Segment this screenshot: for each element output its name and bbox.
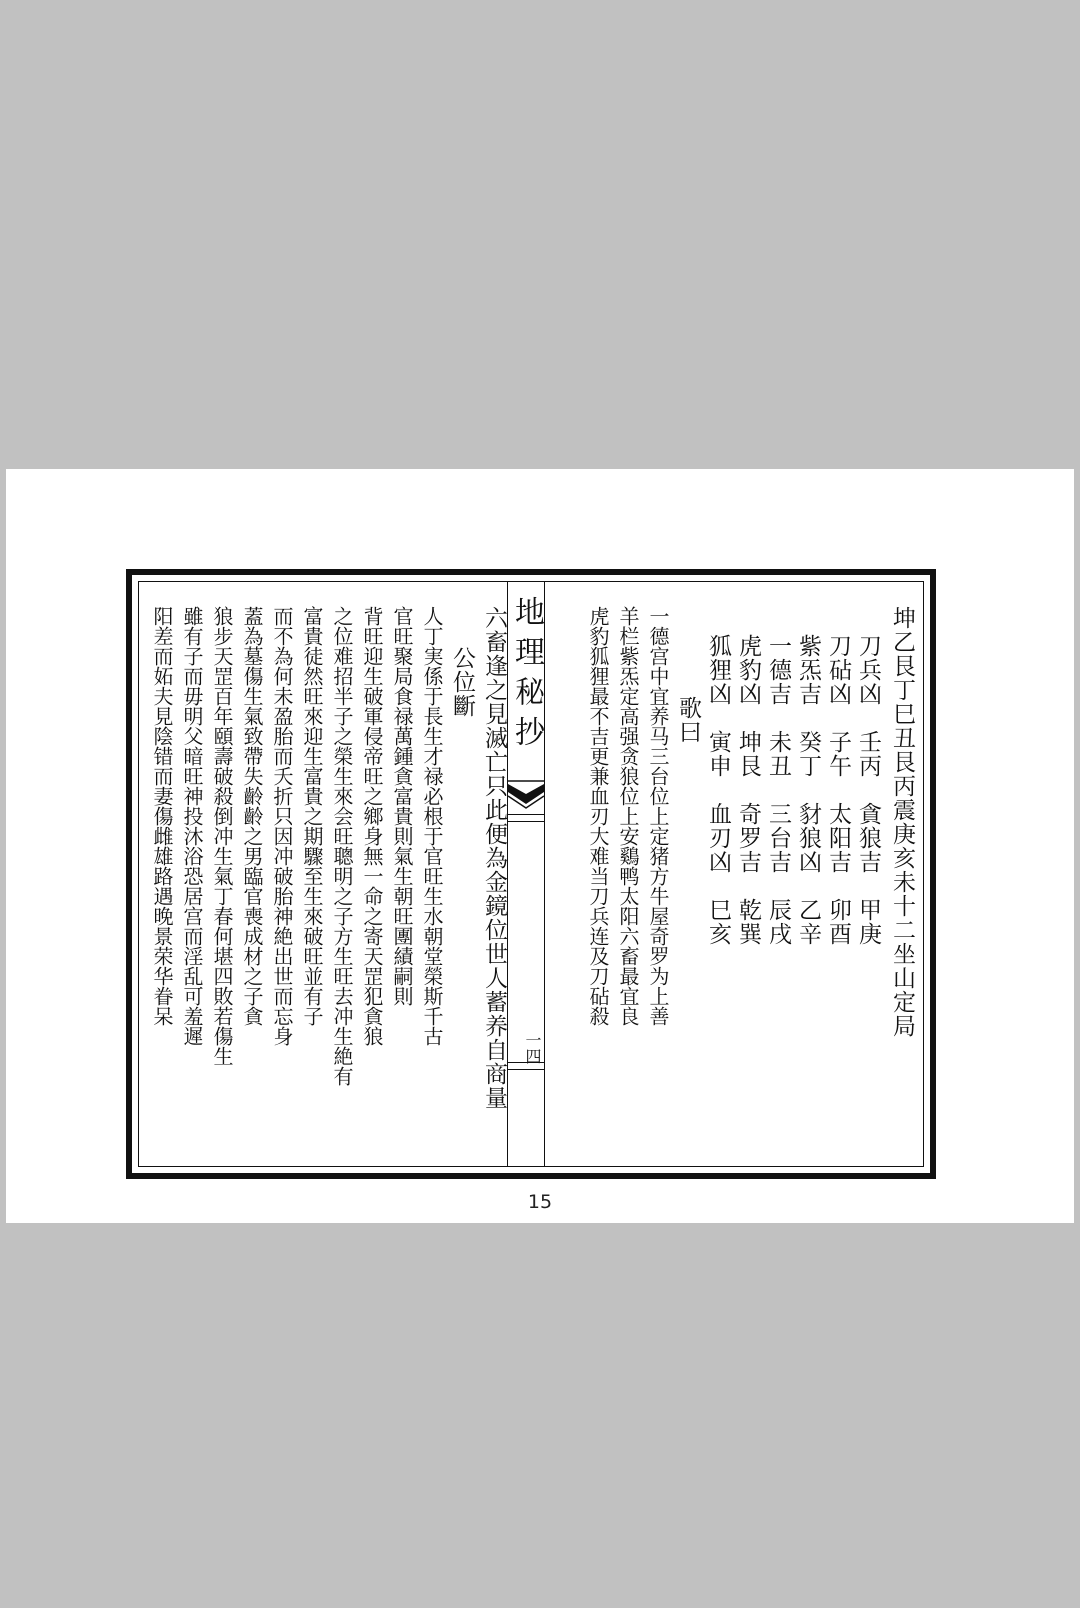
page-number: 15: [527, 1191, 553, 1213]
table-row: 狐狸凶 寅申 血刃凶 巳亥: [705, 634, 731, 946]
text-column: 富貴徒然旺來迎生富貴之期驟至生來破旺並有子: [300, 606, 324, 1026]
table-row: 刀砧凶 子午 太阳吉 卯酉: [825, 634, 851, 946]
table-row: 刀兵凶 壬丙 貪狼吉 甲庚: [855, 634, 881, 946]
section-heading: 歌曰: [675, 696, 701, 744]
text-column: 阳差而妬夫見陰错而妻傷雌雄路遇晚景荣华眷呆: [150, 606, 174, 1026]
table-row: 一德吉 未丑 三台吉 辰戌: [765, 634, 791, 946]
text-column: 蓋為墓傷生氣致帶失齡齡之男臨官喪成材之子貪: [240, 606, 264, 1026]
fish-tail-mark-icon: [508, 780, 544, 810]
scanned-page: [6, 469, 1074, 1223]
text-column: 羊栏紫炁定高强贪狼位上安鷄鸭太阳六畜最宜良: [616, 606, 640, 1026]
spine-divider: [508, 814, 544, 822]
section-heading: 公位斷: [449, 646, 475, 718]
text-column: 之位难招半子之榮生來会旺聰明之子方生旺去冲生絶有: [330, 606, 354, 1086]
inner-border: [138, 581, 924, 1167]
book-title: 地理秘抄: [509, 596, 544, 756]
text-column: 六畜逢之見滅亡只此便為金鏡位世人蓄养自商量: [481, 606, 507, 1110]
spine-divider: [508, 1062, 544, 1070]
left-text-block: [150, 606, 509, 1156]
text-column: 虎豹狐狸最不吉更兼血刃大难当刀兵连及刀砧殺: [586, 606, 610, 1026]
text-column: 狼步天罡百年頤壽破殺倒冲生氣丁春何堪四敗若傷生: [210, 606, 234, 1066]
table-row: 虎豹凶 坤艮 奇罗吉 乾巽: [735, 634, 761, 946]
table-row: 紫炁吉 癸丁 豺狼凶 乙辛: [795, 634, 821, 946]
folio-number: 一四: [523, 1032, 542, 1064]
text-column: 坤乙艮丁巳丑艮丙震庚亥未十二坐山定局: [889, 606, 915, 1038]
text-column: 雖有子而毋明父暗旺神投沐浴恐居宫而淫乱可羞遲: [180, 606, 204, 1046]
book-spine: [507, 582, 545, 1166]
text-column: 背旺迎生破軍侵帝旺之鄉身無一命之寄天罡犯貪狼: [360, 606, 384, 1046]
text-column: 人丁実係于長生才禄必根于官旺生水朝堂榮斯千古: [420, 606, 444, 1046]
text-column: 而不為何未盈胎而夭折只因冲破胎神絶出世而忘身: [270, 606, 294, 1046]
text-column: 官旺聚局食禄萬鍾貪富貴則氣生朝旺團績嗣則: [390, 606, 414, 1006]
page-border-frame: [126, 569, 936, 1179]
text-column: 一德宫中宜养马三台位上定猪方牛屋奇罗为上善: [646, 606, 670, 1026]
right-text-block: [567, 606, 917, 1156]
